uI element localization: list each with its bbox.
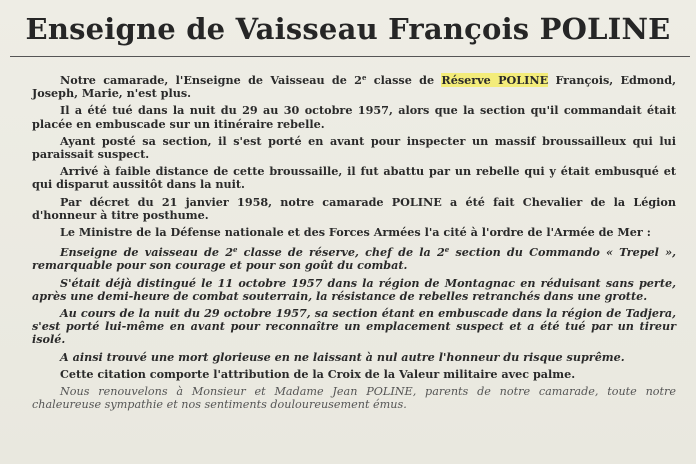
paragraph-ambush: Arrivé à faible distance de cette broussaille, il fut abattu par un rebelle qui y était embusqué et qui disparut aussitôt dans la nuit. [32, 164, 676, 192]
paragraph-decree: Par décret du 21 janvier 1958, notre camarade POLINE a été fait Chevalier de la Légion d'honneur à titre posthume. [32, 194, 676, 222]
intro-text-a: Notre camarade, l'Enseigne de Vaisseau de 2 [60, 73, 362, 87]
paragraph-inspection: Ayant posté sa section, il s'est porté en avant pour inspecter un massif broussailleux qui lui paraissait suspect. [32, 133, 676, 162]
ordinal-sup: e [361, 73, 367, 82]
intro-text-b: classe de [366, 73, 442, 87]
condolences-paragraph: Nous renouvelons à Monsieur et Madame Jean POLINE, parents de notre camarade, toute notre chaleureuse sympathie et nos sentiments douloureusement émus. [32, 385, 676, 412]
page-title: Enseigne de Vaisseau François POLINE [25, 12, 671, 46]
citation-paragraph-2: S'était déjà distingué le 11 octobre 1957 dans la région de Montagnac en réduisant sans perte, après une demi-heure de combat souterrain, la résistance de rebelles retranchés dans une grotte. [32, 275, 676, 303]
citation-text-a: Enseigne de vaisseau de 2 [60, 245, 233, 260]
intro-text-c: François, Edmond, Joseph, Marie, n'est plus. [32, 73, 677, 101]
title-divider [10, 56, 690, 57]
closing-paragraph: Cette citation comporte l'attribution de la Croix de la Valeur militaire avec palme. [60, 366, 576, 381]
ordinal-sup: e [232, 245, 238, 255]
paragraph-intro [32, 71, 676, 100]
article-body [32, 71, 676, 415]
citation-paragraph-4: A ainsi trouvé une mort glorieuse en ne laissant à nul autre l'honneur du risque suprême. [60, 349, 625, 364]
highlighted-text: Réserve POLINE [441, 73, 549, 87]
ordinal-sup: e [444, 245, 450, 255]
citation-paragraph-1 [32, 243, 676, 272]
citation-paragraph-3: Au cours de la nuit du 29 octobre 1957, sa section étant en embuscade dans la région de Tadjera, s'est porté lui-même en avant pour reconnaître un emplacement suspect et a été tué par un tireur isolé. [32, 306, 676, 347]
citation-text-c: section du Commando « Trepel », remarquable pour son courage et pour son goût du combat. [32, 245, 676, 273]
citation-text-b: classe de réserve, chef de la 2 [237, 245, 445, 260]
paragraph-minister: Le Ministre de la Défense nationale et des Forces Armées l'a cité à l'ordre de l'Armée de Mer : [60, 225, 651, 240]
paragraph-death: Il a été tué dans la nuit du 29 au 30 octobre 1957, alors que la section qu'il commandait était placée en embuscade sur un itinéraire rebelle. [32, 103, 676, 131]
